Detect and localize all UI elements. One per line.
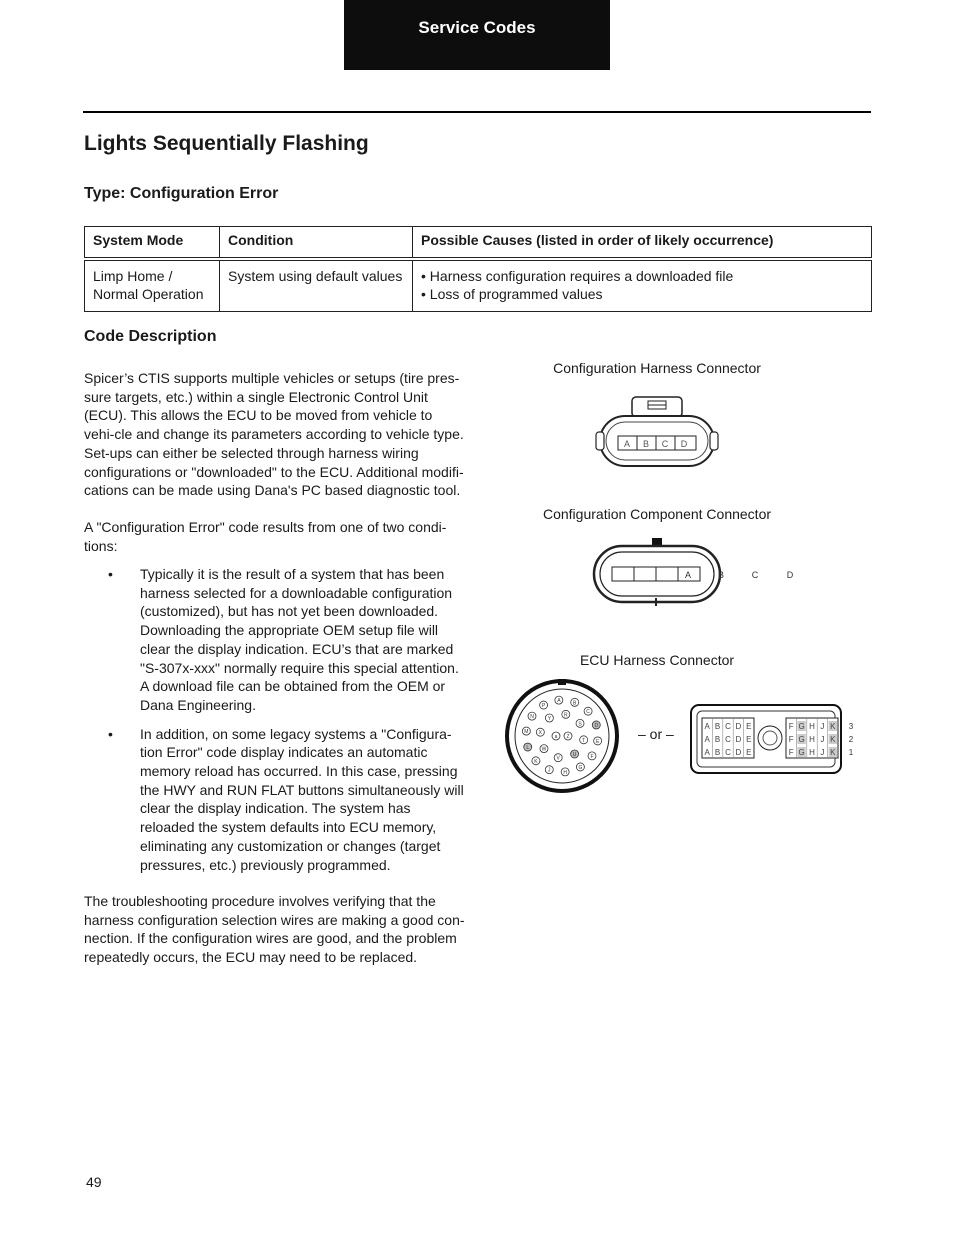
rect-pin-label: C <box>725 722 731 731</box>
header-rule <box>83 111 871 113</box>
ecu-rect-connector-diagram <box>688 702 860 776</box>
rect-pin-label: G <box>798 748 805 757</box>
ecu-connector-caption: ECU Harness Connector <box>579 652 735 668</box>
description-paragraph-1: Spicer’s CTIS supports multiple vehicles or setups (tire pres-sure targets, etc.) within a single Electronic Control Unit (ECU). This allows the ECU to be moved from vehicle to vehi-cle and change its parameters according to vehicle type. Set-ups can either be selected through harness wiring configurations or "downloaded" to the ECU. Additional modifi-cations can be made using Dana's PC based diagnostic tool. <box>84 370 464 499</box>
bullet-text-1: Typically it is the result of a system that has been harness selected for a downloadable configuration (customized), but has not yet been downloaded. Downloading the appropriate OEM setup file will clear the display indication. ECU’s that are marked "S-307x-xxx" normally require this special attention. A download file can be obtained from the OEM or Dana Engineering. <box>140 566 459 713</box>
system-mode-line-1: Limp Home / <box>93 268 173 284</box>
round-pin-label: A <box>557 698 561 705</box>
component-pin-d: D <box>786 570 794 580</box>
table-header-row <box>85 227 872 258</box>
rect-pin-label: A <box>704 722 710 731</box>
rect-pin-label: D <box>735 735 742 744</box>
round-pin-label: J <box>548 767 551 774</box>
rect-row-label: 3 <box>848 722 854 731</box>
list-item <box>108 565 468 715</box>
harness-connector-diagram <box>590 392 724 472</box>
round-pin-label: U <box>572 752 577 759</box>
rect-pin-label: F <box>788 748 794 757</box>
section-tab <box>344 0 610 70</box>
harness-pin-b: B <box>642 439 650 449</box>
page-title: Lights Sequentially Flashing <box>84 132 369 155</box>
round-pin-label: V <box>556 755 560 762</box>
description-paragraph-3: The troubleshooting procedure involves verifying that the harness configuration selection wires are making a good con-nection. If the configuration wires are good, and the problem repeatedly occurs, the ECU may need to be replaced. <box>84 893 465 966</box>
rect-row-label: 1 <box>848 748 854 757</box>
cell-system-mode <box>85 261 220 312</box>
harness-pin-c: C <box>661 439 669 449</box>
page-number: 49 <box>86 1174 102 1190</box>
system-mode-line-2: Normal Operation <box>93 286 204 302</box>
rect-pin-label: C <box>725 748 731 757</box>
rect-pin-label: D <box>735 722 742 731</box>
round-pin-label: T <box>582 737 586 744</box>
section-tab-label: Service Codes <box>418 18 536 37</box>
cell-causes <box>413 261 872 312</box>
col-header-condition: Condition <box>220 227 413 258</box>
harness-pin-d: D <box>680 439 688 449</box>
cell-condition: System using default values <box>220 261 413 312</box>
rect-pin-label: K <box>830 735 836 744</box>
col-header-system-mode: System Mode <box>85 227 220 258</box>
component-connector-caption: Configuration Component Connector <box>542 506 772 522</box>
round-pin-label: P <box>541 703 546 710</box>
rect-pin-label: J <box>820 735 825 744</box>
or-label: – or – <box>638 726 674 742</box>
round-pin-label: E <box>595 738 600 745</box>
type-heading: Type: Configuration Error <box>84 185 279 202</box>
harness-connector-caption: Configuration Harness Connector <box>553 360 761 376</box>
bullet-glyph: • <box>108 566 113 582</box>
cause-2: • Loss of programmed values <box>421 286 603 302</box>
rect-pin-label: H <box>809 722 815 731</box>
rect-pin-label: B <box>714 735 721 744</box>
rect-pin-label: G <box>798 735 805 744</box>
component-pin-c: C <box>751 570 759 580</box>
rect-pin-label: F <box>788 735 794 744</box>
rect-pin-label: J <box>820 748 825 757</box>
round-pin-label: L <box>526 745 530 752</box>
round-pin-label: S <box>578 721 582 728</box>
round-pin-label: X <box>538 730 543 737</box>
round-pin-label: W <box>541 746 547 753</box>
round-pin-label: H <box>563 769 567 776</box>
component-pin-b: B <box>717 570 725 580</box>
component-pin-a: A <box>684 570 692 580</box>
bullet-glyph: • <box>108 725 113 742</box>
rect-pin-label: A <box>704 735 710 744</box>
rect-row-label: 2 <box>848 735 854 744</box>
rect-pin-label: A <box>704 748 710 757</box>
rect-pin-label: K <box>830 748 836 757</box>
component-connector-diagram <box>590 536 810 608</box>
table-row <box>85 261 872 312</box>
rect-pin-label: K <box>830 722 836 731</box>
round-pin-label: N <box>530 714 534 721</box>
rect-pin-label: H <box>809 748 815 757</box>
rect-pin-label: F <box>788 722 794 731</box>
round-pin-label: K <box>534 758 538 765</box>
round-pin-label: D <box>594 722 599 729</box>
rect-pin-label: E <box>746 722 752 731</box>
rect-pin-label: E <box>746 748 752 757</box>
round-pin-label: Y <box>547 715 552 722</box>
cause-1: • Harness configuration requires a downloaded file <box>421 268 734 284</box>
round-pin-label: C <box>586 709 590 716</box>
round-pin-label: R <box>564 712 568 719</box>
round-pin-label: F <box>590 753 594 760</box>
col-header-causes: Possible Causes (listed in order of likely occurrence) <box>413 227 872 258</box>
round-pin-label: a <box>554 734 558 740</box>
rect-pin-label: C <box>725 735 731 744</box>
round-pin-label: B <box>573 700 577 707</box>
bullet-text-2: In addition, on some legacy systems a "Configura-tion Error" code display indicates an automatic memory reload has occurred. In this case, pressing the HWY and RUN FLAT buttons simultaneously will clear the display indication. The system has reloaded the system defaults into ECU memory, eliminating any customization or changes (target pressures, etc.) previously programmed. <box>140 725 464 873</box>
rect-pin-label: G <box>798 722 805 731</box>
harness-pin-a: A <box>623 439 631 449</box>
rect-pin-label: D <box>735 748 742 757</box>
rect-pin-label: H <box>809 735 815 744</box>
conditions-list <box>108 565 468 884</box>
rect-pin-label: J <box>820 722 825 731</box>
round-pin-label: Z <box>566 734 570 740</box>
round-pin-label: M <box>524 729 529 736</box>
description-paragraph-2: A "Configuration Error" code results from one of two condi-tions: <box>84 519 447 554</box>
round-pin-label: G <box>578 764 583 771</box>
ecu-round-connector-diagram <box>500 678 626 794</box>
rect-pin-label: B <box>714 748 721 757</box>
rect-pin-label: B <box>714 722 721 731</box>
code-description-heading: Code Description <box>84 328 217 345</box>
rect-pin-label: E <box>746 735 752 744</box>
list-item <box>108 725 468 875</box>
code-table <box>84 226 872 312</box>
